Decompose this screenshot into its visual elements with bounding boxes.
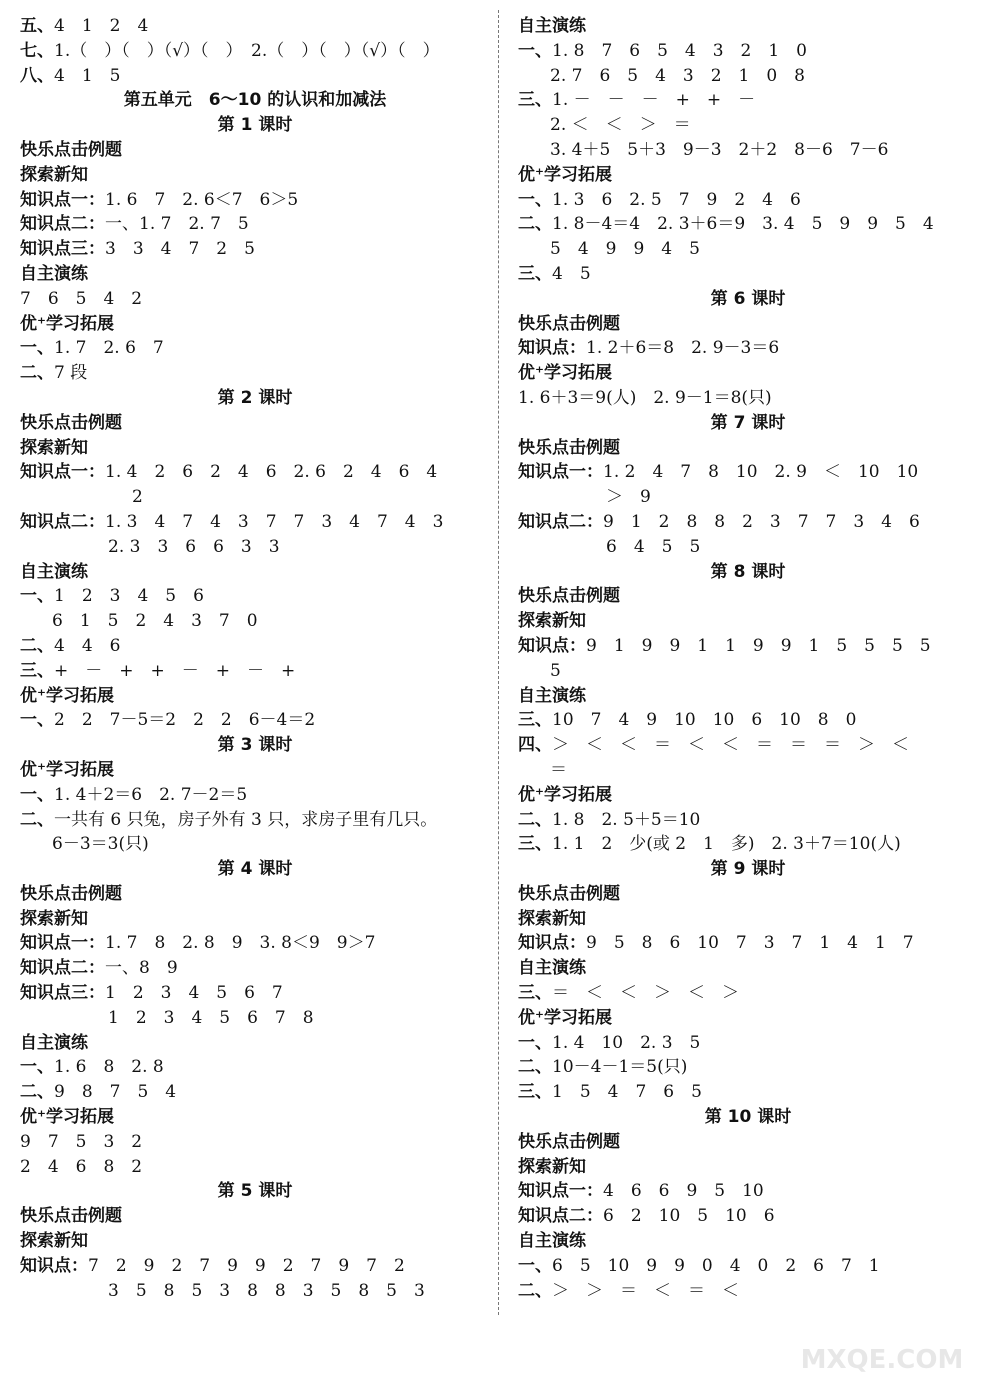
answer-label: 知识点一： (20, 933, 105, 954)
subsection-heading: 快乐点击例题 (20, 412, 122, 433)
answer-label: 知识点二： (20, 958, 105, 979)
answer-label: 知识点二： (20, 511, 105, 532)
answer-label: 知识点一： (518, 1181, 603, 1202)
answer-line (518, 1204, 978, 1229)
answer-line: 6 4 5 5 (606, 536, 701, 557)
answer-text: 1. 7 2. 6 7 (54, 338, 164, 359)
answer-line (518, 336, 978, 361)
subsection-heading: 优⁺学习拓展 (20, 313, 114, 334)
answer-line (20, 1080, 490, 1105)
answer-text: 1. 3 4 7 4 3 7 7 3 4 7 4 3 (105, 511, 444, 532)
answer-line (20, 212, 490, 237)
answer-label: 知识点一： (518, 462, 603, 483)
answer-label: 知识点： (518, 338, 586, 359)
answer-line (20, 336, 490, 361)
answer-line (518, 981, 978, 1006)
answer-text: 1. 4 10 2. 3 5 (552, 1032, 701, 1053)
answer-line (20, 1254, 490, 1279)
subsection-heading: 探索新知 (518, 611, 586, 632)
answer-line: 7 6 5 4 2 (20, 288, 143, 309)
answer-line (20, 634, 490, 659)
answer-text: ＞ ＜ ＜ ＝ ＜ ＜ ＝ ＝ ＝ ＞ ＜ (552, 735, 909, 756)
answer-text: 4 6 6 9 5 10 (603, 1181, 764, 1202)
answer-text: 1. － － － + + － (552, 90, 756, 111)
subsection-heading: 优⁺学习拓展 (518, 1007, 612, 1028)
answer-text: 10－4－1＝5(只) (552, 1057, 688, 1078)
subsection-heading: 快乐点击例题 (20, 139, 122, 160)
subsection-heading: 探索新知 (20, 164, 88, 185)
answer-text: 1 5 4 7 6 5 (552, 1082, 702, 1103)
answer-text: 2 2 7－5＝2 2 2 6－4＝2 (54, 710, 316, 731)
answer-line (20, 460, 490, 485)
answer-label: 三、 (20, 660, 54, 681)
answer-line (20, 584, 490, 609)
answer-label: 三、 (518, 90, 552, 111)
answer-label: 知识点一： (20, 189, 105, 210)
answer-line: 2. 7 6 5 4 3 2 1 0 8 (550, 65, 805, 86)
answer-label: 一、 (20, 1057, 54, 1078)
answer-line (20, 659, 490, 684)
answer-line: 1 2 3 4 5 6 7 8 (108, 1007, 314, 1028)
subsection-heading: 优⁺学习拓展 (518, 164, 612, 185)
answer-label: 二、 (20, 1082, 54, 1103)
answer-text: 1. 4 2 6 2 4 6 2. 6 2 4 6 4 (105, 462, 438, 483)
section-heading: 第 2 课时 (217, 387, 293, 408)
watermark-text: MXQE.COM (800, 1345, 964, 1375)
subsection-heading: 自主演练 (518, 1231, 586, 1252)
answer-label: 二、 (518, 214, 552, 235)
answer-label: 五、 (20, 16, 54, 36)
subsection-heading: 优⁺学习拓展 (20, 685, 114, 706)
answer-line (518, 262, 978, 287)
answer-text: 1. 2 4 7 8 10 2. 9 ＜ 10 10 (603, 462, 919, 483)
subsection-heading: 探索新知 (518, 1156, 586, 1177)
answer-text: 1. 1 2 少(或 2 1 多) 2. 3＋7＝10(人) (552, 834, 901, 855)
answer-line (20, 956, 490, 981)
answer-text: 1. 6 7 2. 6＜7 6＞5 (105, 189, 299, 210)
answer-text: 1. 8 2. 5＋5＝10 (552, 809, 701, 830)
subsection-heading: 探索新知 (20, 1231, 88, 1252)
answer-label: 二、 (20, 809, 54, 830)
answer-line (518, 1055, 978, 1080)
answer-line (20, 361, 490, 386)
answer-line: 3. 4＋5 5＋3 9－3 2＋2 8－6 7－6 (550, 139, 889, 160)
answer-text: 1. 3 6 2. 5 7 9 2 4 6 (552, 189, 801, 210)
answer-line (518, 708, 978, 733)
answer-line (518, 1179, 978, 1204)
answer-label: 知识点三： (20, 983, 105, 1004)
answer-label: 八、 (20, 65, 54, 86)
answer-label: 二、 (518, 1280, 552, 1301)
subsection-heading: 自主演练 (518, 958, 586, 979)
answer-label: 二、 (518, 809, 552, 830)
answer-line: 2 4 6 8 2 (20, 1156, 143, 1177)
subsection-heading: 自主演练 (20, 561, 88, 582)
answer-label: 三、 (518, 263, 552, 284)
answer-line (518, 832, 978, 857)
answer-text: 1 2 3 4 5 6 (54, 586, 204, 607)
answer-line (518, 188, 978, 213)
subsection-heading: 探索新知 (20, 908, 88, 929)
answer-line (20, 931, 490, 956)
answer-label: 三、 (518, 710, 552, 731)
answer-text: 4 1 2 4 (54, 16, 149, 36)
answer-text: 1. 7 8 2. 8 9 3. 8＜9 9＞7 (105, 933, 376, 954)
answer-line: 2. ＜ ＜ ＞ ＝ (550, 115, 691, 136)
answer-line (20, 1055, 490, 1080)
answer-line: 6 1 5 2 4 3 7 0 (52, 611, 258, 632)
answer-line: 2. 3 3 6 6 3 3 (108, 536, 280, 557)
subsection-heading: 快乐点击例题 (518, 437, 620, 458)
answer-text: 10 7 4 9 10 10 6 10 8 0 (552, 710, 857, 731)
answer-text: 1. 8－4＝4 2. 3＋6＝9 3. 4 5 9 9 5 4 (552, 214, 934, 235)
section-heading: 第 8 课时 (710, 561, 786, 582)
subsection-heading: 优⁺学习拓展 (518, 363, 612, 384)
answer-label: 一、 (20, 784, 54, 805)
answer-text: 4 5 (552, 263, 591, 284)
answer-text: ＝ ＜ ＜ ＞ ＜ ＞ (552, 983, 739, 1004)
section-heading: 第 9 课时 (710, 859, 786, 880)
answer-text: 4 1 5 (54, 65, 121, 86)
answer-text: 一、1. 7 2. 7 5 (105, 214, 249, 235)
answer-line (518, 1254, 978, 1279)
answer-line (518, 510, 978, 535)
left-column (20, 14, 490, 1303)
answer-text: 1.（ ）（ ）（√）（ ） 2.（ ）（ ）（√）（ ） (54, 40, 440, 61)
answer-line: 2 (132, 487, 143, 508)
answer-text: 4 4 6 (54, 635, 121, 656)
answer-label: 三、 (518, 1082, 552, 1103)
subsection-heading: 优⁺学习拓展 (518, 784, 612, 805)
answer-text: 7 2 9 2 7 9 9 2 7 9 7 2 (88, 1255, 405, 1276)
answer-label: 一、 (518, 40, 552, 61)
answer-label: 七、 (20, 40, 54, 61)
answer-line (518, 1031, 978, 1056)
answer-line (20, 708, 490, 733)
answer-text: 3 3 4 7 2 5 (105, 239, 255, 260)
answer-label: 二、 (518, 1057, 552, 1078)
answer-line (518, 634, 978, 659)
section-heading: 第 3 课时 (217, 735, 293, 756)
answer-line (20, 237, 490, 262)
answer-text: 9 1 9 9 1 1 9 9 1 5 5 5 5 (586, 635, 931, 656)
answer-label: 二、 (20, 363, 54, 384)
answer-line: 5 (550, 660, 561, 681)
section-heading: 第 7 课时 (710, 412, 786, 433)
answer-text: 1. 4＋2＝6 2. 7－2＝5 (54, 784, 248, 805)
answer-label: 知识点二： (518, 511, 603, 532)
answer-text: 9 1 2 8 8 2 3 7 7 3 4 6 (603, 511, 920, 532)
answer-label: 知识点： (518, 635, 586, 656)
answer-line (518, 212, 978, 237)
answer-label: 知识点二： (20, 214, 105, 235)
answer-label: 知识点： (518, 933, 586, 954)
answer-line: ＞ 9 (606, 487, 651, 508)
answer-line (20, 981, 490, 1006)
answer-label: 三、 (518, 983, 552, 1004)
right-column (518, 14, 978, 1303)
answer-text: 1. 8 7 6 5 4 3 2 1 0 (552, 40, 807, 61)
section-heading: 第五单元 6～10 的认识和加减法 (123, 90, 387, 111)
subsection-heading: 快乐点击例题 (20, 1206, 122, 1227)
answer-label: 一、 (20, 710, 54, 731)
subsection-heading: 自主演练 (518, 16, 586, 36)
subsection-heading: 自主演练 (20, 1032, 88, 1053)
subsection-heading: 快乐点击例题 (518, 883, 620, 904)
subsection-heading: 快乐点击例题 (518, 1131, 620, 1152)
answer-text: 1 2 3 4 5 6 7 (105, 983, 283, 1004)
answer-text: ＞ ＞ ＝ ＜ ＝ ＜ (552, 1280, 739, 1301)
subsection-heading: 快乐点击例题 (20, 883, 122, 904)
subsection-heading: 优⁺学习拓展 (20, 759, 114, 780)
subsection-heading: 自主演练 (20, 263, 88, 284)
subsection-heading: 快乐点击例题 (518, 313, 620, 334)
answer-line (20, 783, 490, 808)
subsection-heading: 优⁺学习拓展 (20, 1107, 114, 1128)
answer-line (20, 188, 490, 213)
watermark-logo (782, 1308, 982, 1378)
answer-label: 知识点： (20, 1255, 88, 1276)
answer-line (20, 39, 490, 64)
answer-line (518, 931, 978, 956)
section-heading: 第 6 课时 (710, 288, 786, 309)
answer-line (518, 808, 978, 833)
answer-text: 9 5 8 6 10 7 3 7 1 4 1 7 (586, 933, 914, 954)
section-heading: 第 10 课时 (704, 1107, 792, 1128)
answer-text: 1. 2＋6＝8 2. 9－3＝6 (586, 338, 780, 359)
answer-line: 3 5 8 5 3 8 8 3 5 8 5 3 (108, 1280, 425, 1301)
answer-label: 四、 (518, 735, 552, 756)
answer-text: + － + + － + － + (54, 660, 296, 681)
answer-line: 6－3＝3(只) (52, 834, 149, 855)
answer-label: 一、 (518, 189, 552, 210)
section-heading: 第 4 课时 (217, 859, 293, 880)
answer-text: 6 5 10 9 9 0 4 0 2 6 7 1 (552, 1255, 880, 1276)
subsection-heading: 探索新知 (20, 437, 88, 458)
answer-line (20, 510, 490, 535)
answer-line: 9 7 5 3 2 (20, 1131, 143, 1152)
section-heading: 第 1 课时 (217, 115, 293, 136)
section-heading: 第 5 课时 (217, 1181, 293, 1202)
answer-label: 一、 (518, 1032, 552, 1053)
answer-line (20, 14, 490, 39)
answer-label: 三、 (518, 834, 552, 855)
answer-text: 1. 6 8 2. 8 (54, 1057, 164, 1078)
answer-line (518, 1279, 978, 1304)
answer-line (518, 39, 978, 64)
answer-text: 9 8 7 5 4 (54, 1082, 177, 1103)
subsection-heading: 探索新知 (518, 908, 586, 929)
answer-label: 二、 (20, 635, 54, 656)
answer-text: 6 2 10 5 10 6 (603, 1206, 775, 1227)
answer-text: 7 段 (54, 363, 88, 384)
answer-line (518, 460, 978, 485)
subsection-heading: 自主演练 (518, 685, 586, 706)
answer-line: ＝ (550, 759, 567, 780)
answer-text: 一、8 9 (105, 958, 178, 979)
column-divider (498, 10, 499, 1315)
answer-label: 一、 (518, 1255, 552, 1276)
answer-line: 5 4 9 9 4 5 (550, 239, 700, 260)
answer-line (20, 808, 490, 833)
answer-label: 一、 (20, 338, 54, 359)
answer-text: 一共有 6 只兔，房子外有 3 只，求房子里有几只。 (54, 809, 438, 830)
answer-line (20, 64, 490, 89)
subsection-heading: 快乐点击例题 (518, 586, 620, 607)
answer-line (518, 1080, 978, 1105)
answer-line: 1. 6＋3＝9(人) 2. 9－1＝8(只) (518, 387, 772, 408)
answer-line (518, 88, 978, 113)
answer-label: 知识点三： (20, 239, 105, 260)
answer-label: 知识点二： (518, 1206, 603, 1227)
answer-label: 一、 (20, 586, 54, 607)
answer-line (518, 733, 978, 758)
answer-label: 知识点一： (20, 462, 105, 483)
